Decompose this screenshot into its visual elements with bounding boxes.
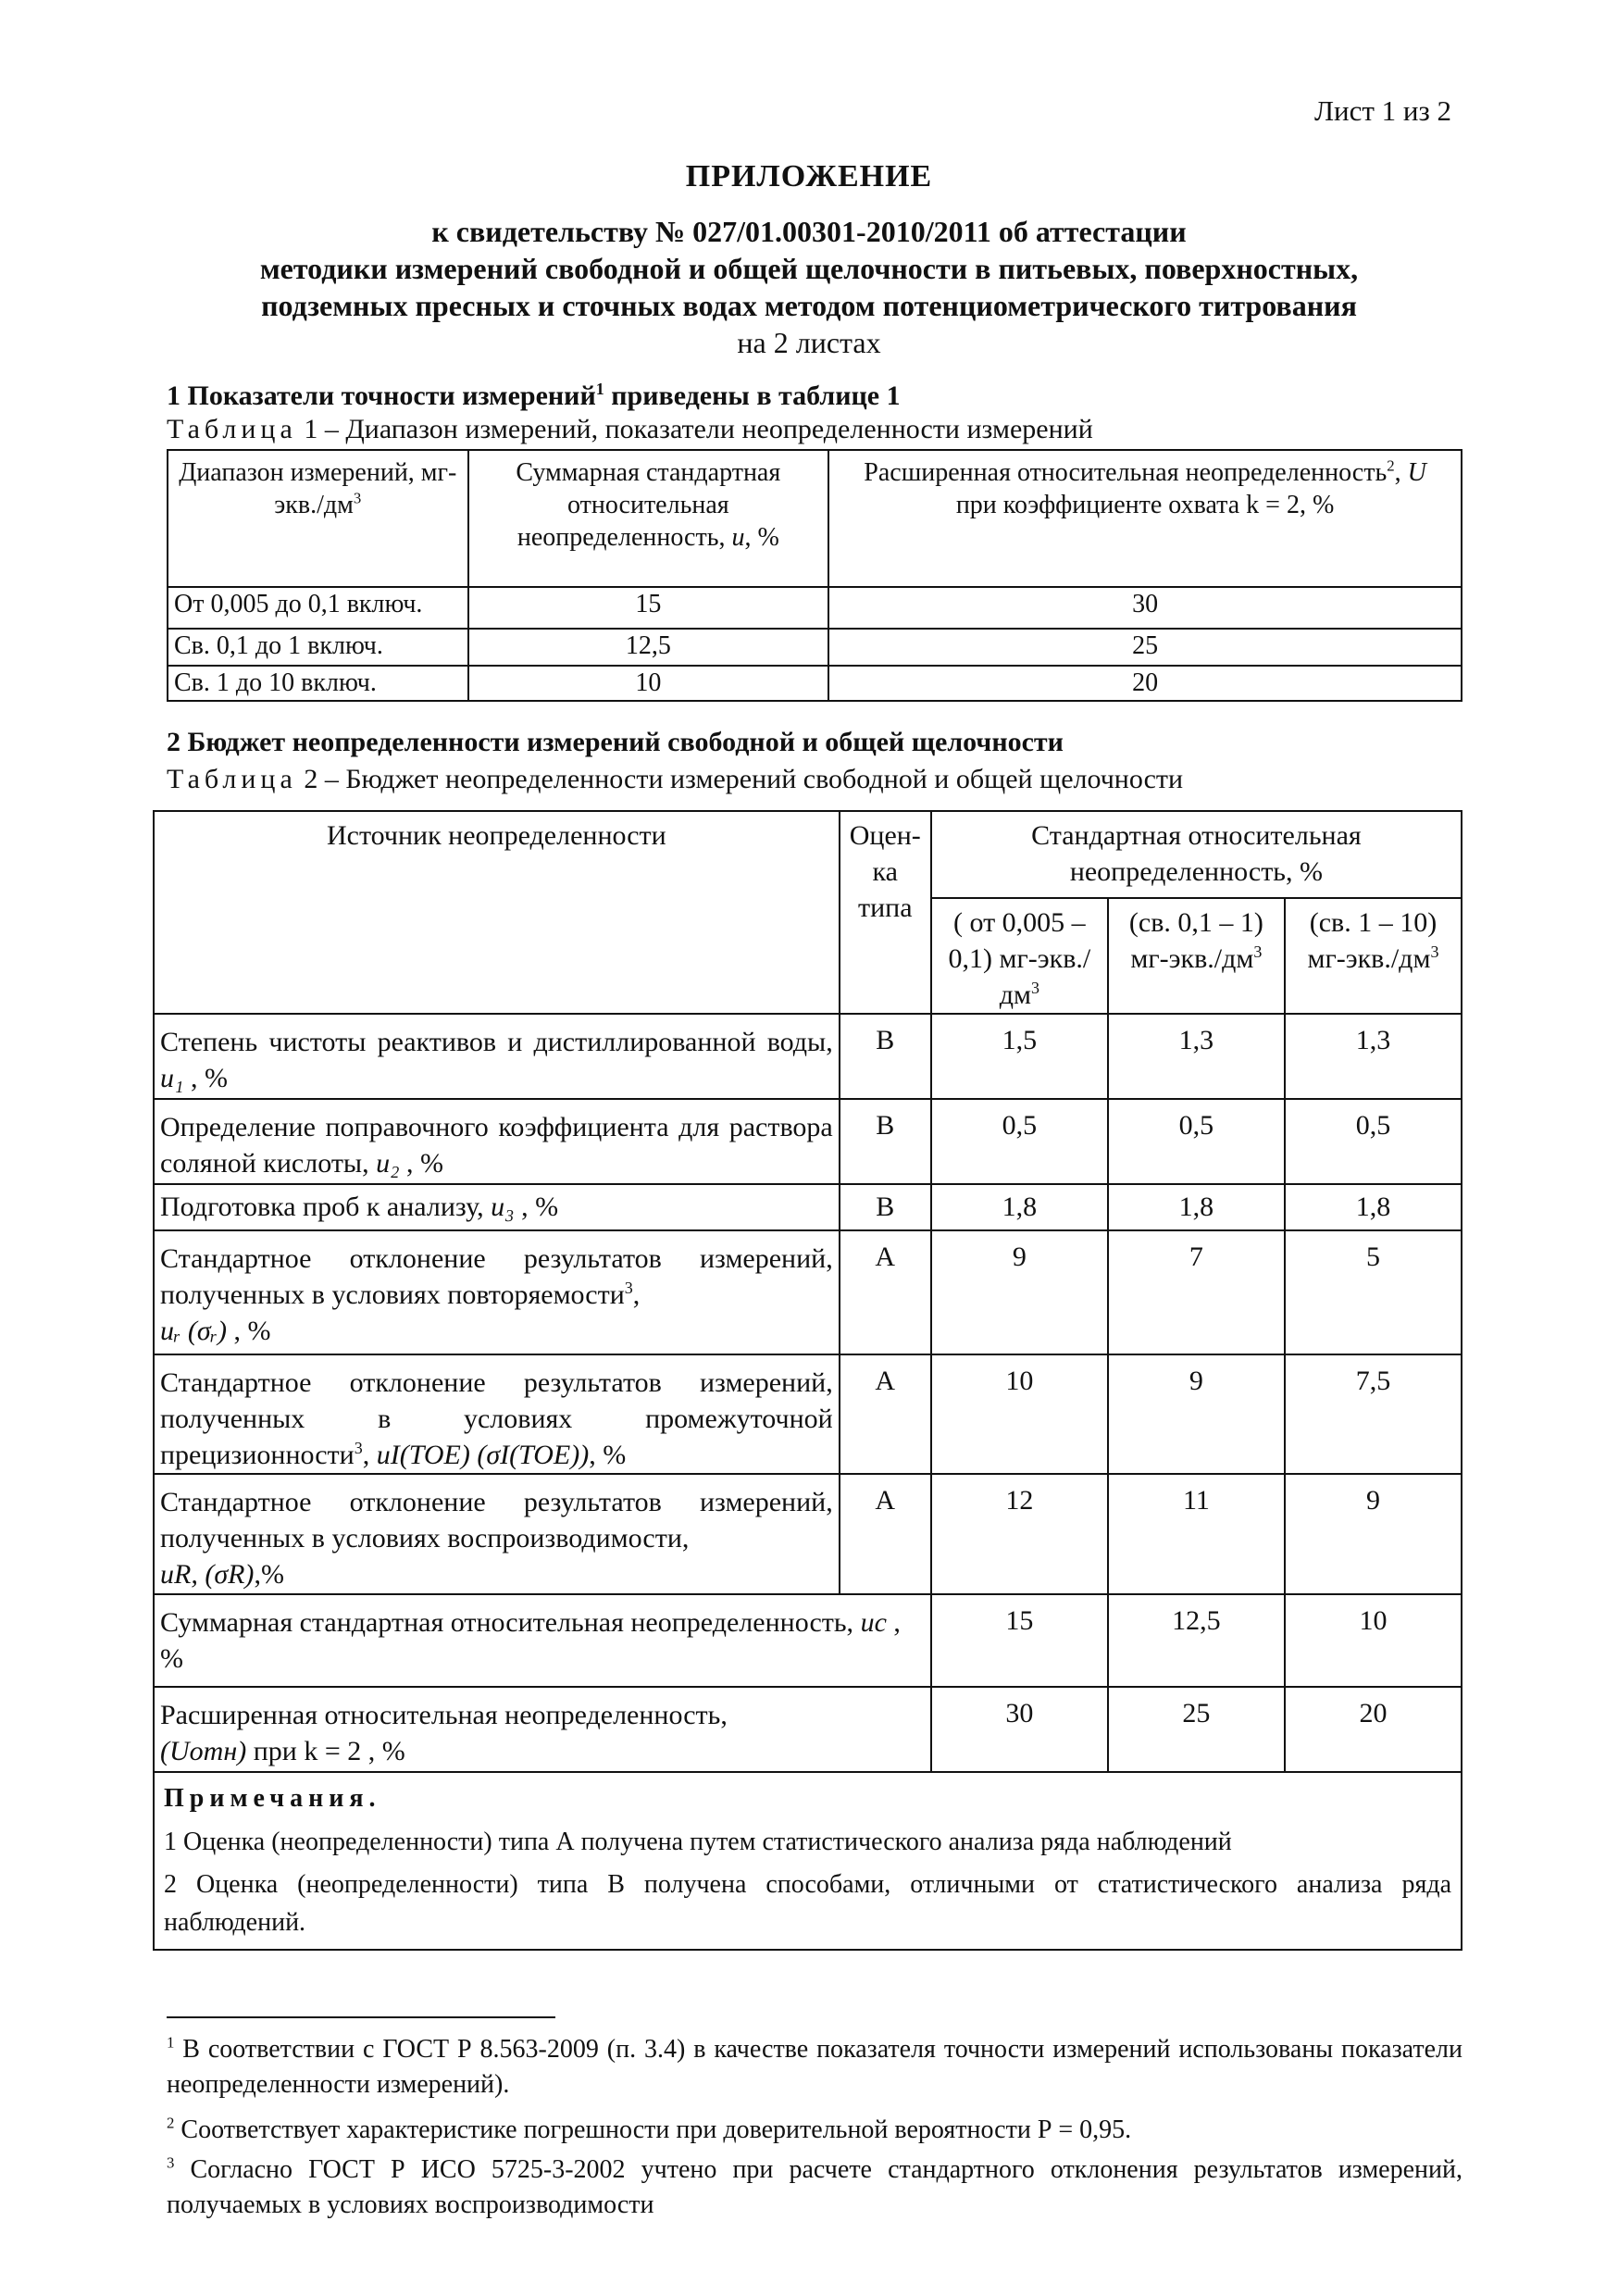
note-2: 2 Оценка (неопределенности) типа В получена способами, отличными от статистического анализа ряда наблюдений. bbox=[164, 1870, 1451, 1937]
value-cell: 1,3 bbox=[1285, 1014, 1462, 1099]
combined-label: Суммарная стандартная относительная неопределенность, bbox=[160, 1607, 861, 1638]
col3-header-text: (св. 1 – 10) мг-экв./дм bbox=[1307, 907, 1438, 974]
footnote-text: В соответствии с ГОСТ Р 8.563-2009 (п. 3.4) в качестве показателя точности измерений использованы показатели неопределенности измерений). bbox=[167, 2035, 1462, 2099]
footnote-divider bbox=[167, 2016, 555, 2018]
value-cell: 7 bbox=[1108, 1230, 1285, 1354]
symbol: uᵣ (σᵣ) bbox=[160, 1316, 228, 1346]
source-cell bbox=[154, 1354, 840, 1474]
range-cell: Св. 0,1 до 1 включ. bbox=[168, 629, 468, 666]
range-cell: От 0,005 до 0,1 включ. bbox=[168, 587, 468, 629]
page-title: ПРИЛОЖЕНИЕ bbox=[685, 159, 933, 193]
table-row bbox=[154, 1354, 1462, 1474]
value-cell: 0,5 bbox=[931, 1099, 1108, 1184]
expanded-label: Расширенная относительная неопределенность, bbox=[160, 1700, 728, 1730]
table-row bbox=[168, 629, 1462, 666]
unit-text: , % bbox=[399, 1148, 444, 1179]
type-cell: B bbox=[840, 1014, 931, 1099]
value-cell: 0,5 bbox=[1108, 1099, 1285, 1184]
table1-caption-text: 1 – Диапазон измерений, показатели неопределенности измерений bbox=[296, 414, 1093, 444]
symbol-U: U bbox=[1407, 458, 1426, 487]
combined-header-unit: , % bbox=[744, 523, 779, 552]
symbol: (Uотн) bbox=[160, 1736, 247, 1766]
expanded-header-coverage: при коэффициенте охвата k = 2, % bbox=[955, 491, 1335, 519]
section1-heading bbox=[167, 380, 901, 412]
range-cell: Св. 1 до 10 включ. bbox=[168, 666, 468, 701]
combined-header-text: Суммарная стандартная относительная неопределенность, bbox=[516, 458, 781, 552]
section1-heading-suffix: приведены в таблице 1 bbox=[604, 381, 901, 411]
sup-3: 3 bbox=[1430, 942, 1439, 961]
source-text: Стандартное отклонение результатов измерений, полученных в условиях воспроизводимости, bbox=[160, 1487, 833, 1554]
footnote-ref: 2 bbox=[1387, 456, 1395, 475]
table2-caption-label: Таблица bbox=[167, 764, 297, 794]
type-cell: B bbox=[840, 1099, 931, 1184]
notes-cell bbox=[154, 1772, 1462, 1950]
expanded-cell: 25 bbox=[828, 629, 1462, 666]
unit-text: , % bbox=[227, 1316, 271, 1346]
table2-caption bbox=[167, 764, 1183, 795]
table-row bbox=[154, 1099, 1462, 1184]
footnote-text: Согласно ГОСТ Р ИСО 5725-3-2002 учтено при расчете стандартного отклонения результатов измерений, получаемых в условиях воспроизводимости bbox=[167, 2155, 1462, 2219]
source-header: Источник неопределенности bbox=[154, 811, 840, 1014]
source-cell bbox=[154, 1474, 840, 1594]
footnote-mark: 1 bbox=[167, 2033, 175, 2052]
table2 bbox=[153, 810, 1462, 1951]
expanded-cell: 30 bbox=[828, 587, 1462, 629]
table-row bbox=[154, 1230, 1462, 1354]
table1-header-combined bbox=[468, 450, 829, 587]
footnote-ref: 3 bbox=[624, 1279, 633, 1297]
unit-text: , % bbox=[183, 1063, 228, 1093]
source-cell bbox=[154, 1099, 840, 1184]
value-cell: 30 bbox=[931, 1687, 1108, 1772]
source-tail: , bbox=[632, 1279, 641, 1310]
value-cell: 25 bbox=[1108, 1687, 1285, 1772]
type-cell: A bbox=[840, 1474, 931, 1594]
value-cell: 15 bbox=[931, 1594, 1108, 1687]
expanded-label-cell bbox=[154, 1687, 931, 1772]
footnote-1 bbox=[167, 2032, 1462, 2103]
table-row-expanded bbox=[154, 1687, 1462, 1772]
col3-header bbox=[1285, 898, 1462, 1014]
unit-text: , % bbox=[589, 1440, 627, 1470]
type-cell: B bbox=[840, 1184, 931, 1230]
value-cell: 1,8 bbox=[1285, 1184, 1462, 1230]
type-cell: A bbox=[840, 1230, 931, 1354]
table1-header-row bbox=[168, 450, 1462, 587]
source-tail: , bbox=[362, 1440, 377, 1470]
footnote-ref: 1 bbox=[595, 380, 604, 398]
footnote-2 bbox=[167, 2113, 1462, 2148]
symbol: uc bbox=[860, 1607, 887, 1638]
subtitle-line-4: на 2 листах bbox=[737, 326, 881, 359]
combined-cell: 12,5 bbox=[468, 629, 829, 666]
unit-text: при k = 2 , % bbox=[246, 1736, 405, 1766]
unit-text: , % bbox=[160, 1607, 901, 1674]
unit-text: , % bbox=[514, 1192, 559, 1222]
value-cell: 11 bbox=[1108, 1474, 1285, 1594]
source-text: Определение поправочного коэффициента для раствора соляной кислоты, bbox=[160, 1112, 833, 1179]
source-text: Степень чистоты реактивов и дистиллированной воды, bbox=[160, 1027, 833, 1057]
sheet-number: Лист 1 из 2 bbox=[1313, 94, 1451, 127]
footnote-mark: 3 bbox=[167, 2153, 175, 2172]
table2-caption-text: 2 – Бюджет неопределенности измерений свободной и общей щелочности bbox=[296, 764, 1184, 794]
table1-header-range bbox=[168, 450, 468, 587]
table2-header-row bbox=[154, 811, 1462, 898]
combined-cell: 15 bbox=[468, 587, 829, 629]
combined-cell: 10 bbox=[468, 666, 829, 701]
value-cell: 12 bbox=[931, 1474, 1108, 1594]
table-row bbox=[154, 1474, 1462, 1594]
table-row bbox=[168, 587, 1462, 629]
source-cell bbox=[154, 1184, 840, 1230]
value-cell: 5 bbox=[1285, 1230, 1462, 1354]
col2-header bbox=[1108, 898, 1285, 1014]
value-cell: 7,5 bbox=[1285, 1354, 1462, 1474]
source-text: Подготовка проб к анализу, bbox=[160, 1192, 492, 1222]
table-row-combined bbox=[154, 1594, 1462, 1687]
type-header: Оцен-ка типа bbox=[840, 811, 931, 1014]
table1 bbox=[167, 449, 1462, 702]
value-cell: 12,5 bbox=[1108, 1594, 1285, 1687]
range-header-text: Диапазон измерений, мг-экв./дм bbox=[179, 458, 457, 519]
value-cell: 1,3 bbox=[1108, 1014, 1285, 1099]
footnote-mark: 2 bbox=[167, 2114, 175, 2132]
note-1: 1 Оценка (неопределенности) типа А получена путем статистического анализа ряда наблюдений bbox=[164, 1827, 1232, 1856]
value-cell: 9 bbox=[1108, 1354, 1285, 1474]
table-row bbox=[168, 666, 1462, 701]
notes-row bbox=[154, 1772, 1462, 1950]
footnote-3 bbox=[167, 2152, 1462, 2223]
value-cell: 1,8 bbox=[931, 1184, 1108, 1230]
value-cell: 9 bbox=[931, 1230, 1108, 1354]
notes-title: Примечания. bbox=[164, 1784, 381, 1813]
source-cell bbox=[154, 1014, 840, 1099]
combined-label-cell bbox=[154, 1594, 931, 1687]
source-cell bbox=[154, 1230, 840, 1354]
value-cell: 10 bbox=[1285, 1594, 1462, 1687]
source-text: Стандартное отклонение результатов измерений, полученных в условиях повторяемости bbox=[160, 1243, 833, 1310]
sup-3: 3 bbox=[1030, 979, 1039, 997]
value-cell: 1,8 bbox=[1108, 1184, 1285, 1230]
sup-3: 3 bbox=[1253, 942, 1263, 961]
table-row bbox=[154, 1184, 1462, 1230]
source-text: Стандартное отклонение результатов измерений, полученных в условиях промежуточной прецизионности bbox=[160, 1367, 833, 1470]
footnote-text: Соответствует характеристике погрешности при доверительной вероятности Р = 0,95. bbox=[174, 2115, 1132, 2144]
unit-text: ,% bbox=[254, 1559, 284, 1590]
col1-header-text: ( от 0,005 – 0,1) мг-экв./дм bbox=[948, 907, 1091, 1010]
symbol: u₃ bbox=[491, 1192, 515, 1222]
value-cell: 10 bbox=[931, 1354, 1108, 1474]
table1-caption-label: Таблица bbox=[167, 414, 297, 444]
value-cell: 0,5 bbox=[1285, 1099, 1462, 1184]
symbol-u: u bbox=[731, 523, 745, 552]
symbol: u₁ bbox=[160, 1063, 184, 1093]
value-cell: 1,5 bbox=[931, 1014, 1108, 1099]
table1-caption bbox=[167, 414, 1093, 445]
section2-heading: 2 Бюджет неопределенности измерений свободной и общей щелочности bbox=[167, 727, 1064, 757]
type-cell: A bbox=[840, 1354, 931, 1474]
section1-heading-text: 1 Показатели точности измерений bbox=[167, 381, 596, 411]
std-uncertainty-header: Стандартная относительная неопределенность, % bbox=[931, 811, 1462, 898]
footnote-ref: 3 bbox=[354, 1439, 363, 1457]
sup-3: 3 bbox=[353, 489, 362, 507]
table-row bbox=[154, 1014, 1462, 1099]
value-cell: 9 bbox=[1285, 1474, 1462, 1594]
subtitle-line-1: к свидетельству № 027/01.00301-2010/2011 об аттестации bbox=[431, 215, 1187, 248]
subtitle-line-3: подземных пресных и сточных водах методом потенциометрического титрования bbox=[261, 289, 1357, 322]
symbol: u₂ bbox=[376, 1148, 400, 1179]
table1-header-expanded: Расширенная относительная неопределенность$^2$, U при коэффициенте охвата k = 2, % bbox=[828, 450, 1462, 587]
expanded-cell: 20 bbox=[828, 666, 1462, 701]
expanded-header-text: Расширенная относительная неопределенность bbox=[864, 458, 1388, 487]
subtitle-line-2: методики измерений свободной и общей щелочности в питьевых, поверхностных, bbox=[259, 252, 1359, 285]
symbol: uR, (σR) bbox=[160, 1559, 255, 1590]
symbol: uI(TOE) (σI(TOE)) bbox=[376, 1440, 590, 1470]
col1-header bbox=[931, 898, 1108, 1014]
col2-header-text: (св. 0,1 – 1) мг-экв./дм bbox=[1128, 907, 1263, 974]
value-cell: 20 bbox=[1285, 1687, 1462, 1772]
